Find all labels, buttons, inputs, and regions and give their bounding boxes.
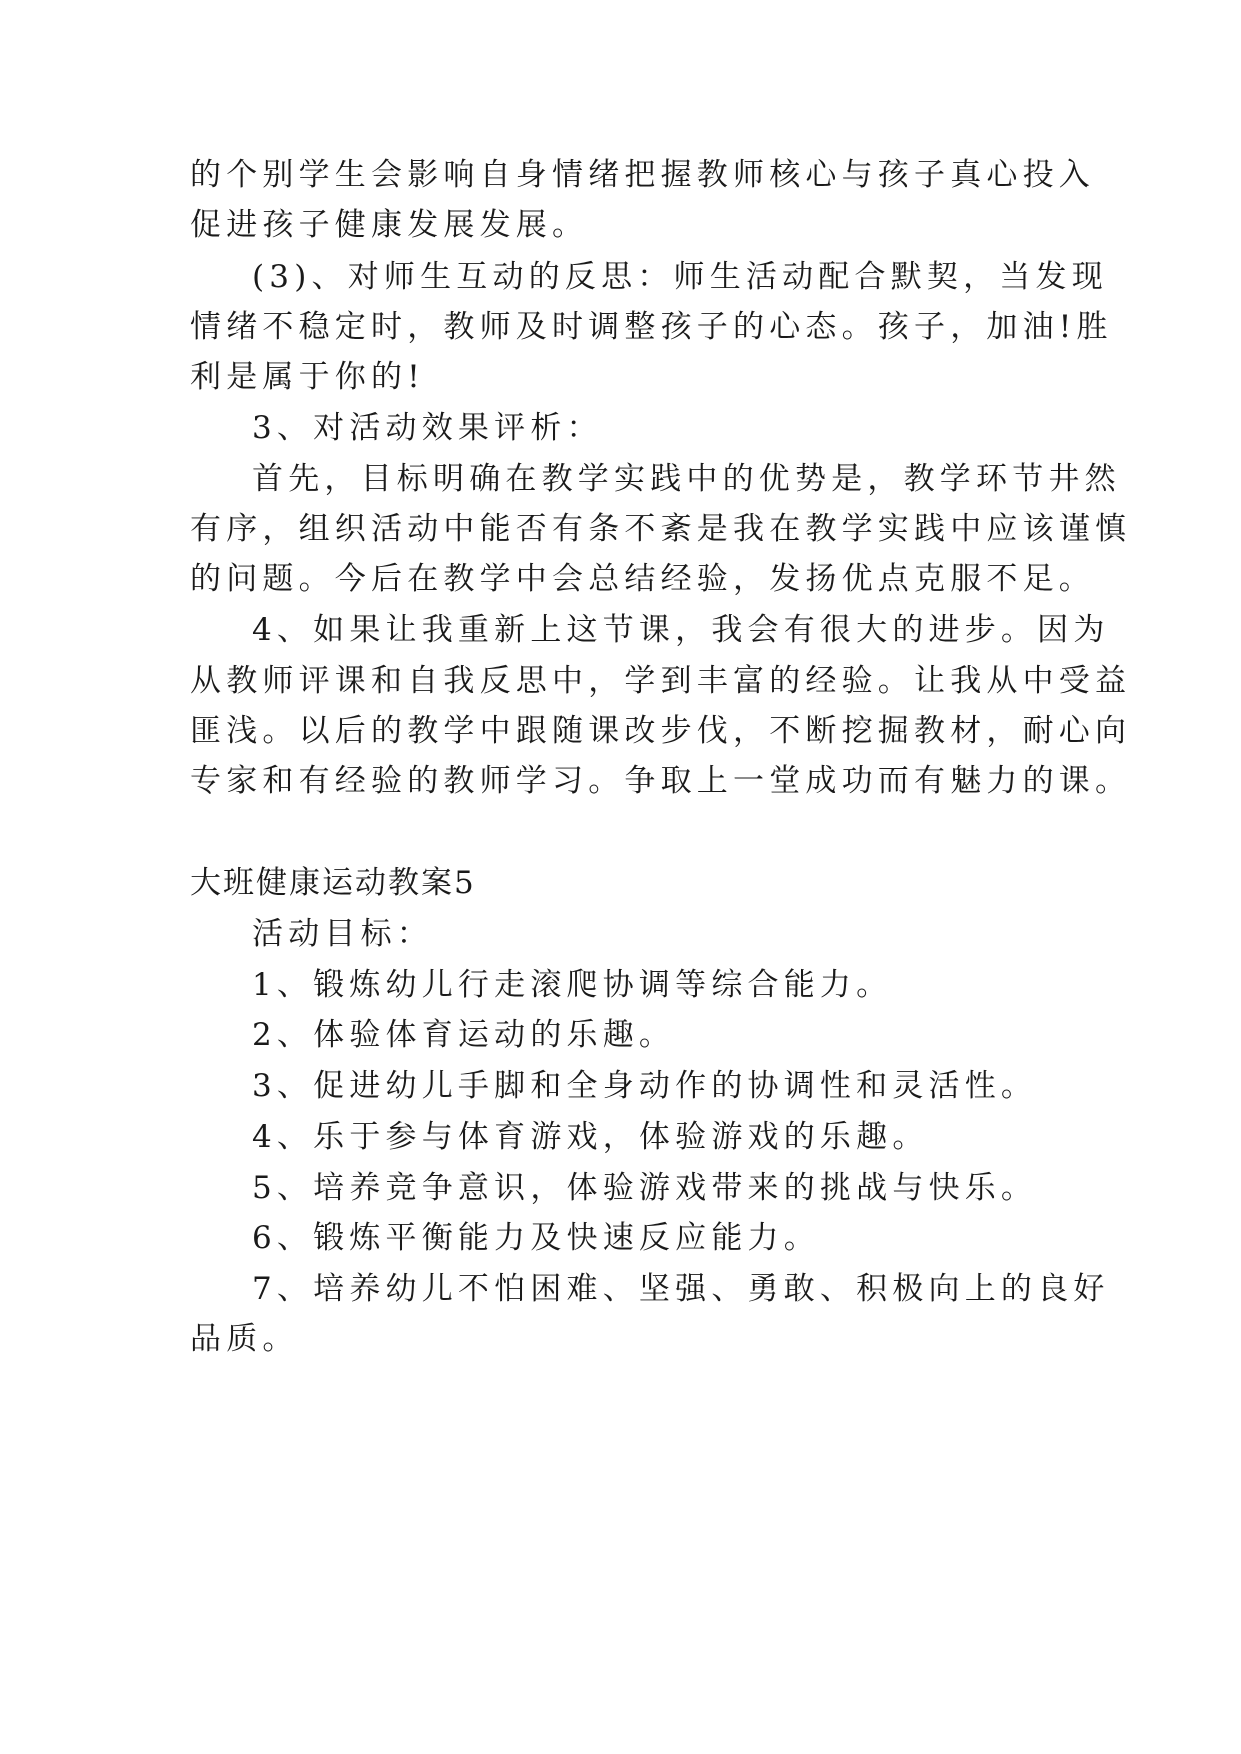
paragraph-line: 有序，组织活动中能否有条不紊是我在教学实践中应该谨慎	[190, 511, 1132, 547]
objective-item: 1、锻炼幼儿行走滚爬协调等综合能力。	[252, 967, 893, 1003]
objective-item: 7、培养幼儿不怕困难、坚强、勇敢、积极向上的良好	[252, 1271, 1110, 1307]
paragraph-line: 情绪不稳定时，教师及时调整孩子的心态。孩子，加油!胜	[190, 309, 1113, 345]
paragraph-line: 3、对活动效果评析：	[252, 410, 603, 446]
paragraph-line: 首先，目标明确在教学实践中的优势是，教学环节井然	[252, 461, 1121, 497]
objective-item: 6、锻炼平衡能力及快速反应能力。	[252, 1220, 820, 1256]
paragraph-line: (3)、对师生互动的反思：师生活动配合默契，当发现	[252, 259, 1108, 295]
objectives-heading: 活动目标：	[252, 916, 433, 952]
paragraph-line: 专家和有经验的教师学习。争取上一堂成功而有魅力的课。	[190, 763, 1132, 799]
paragraph-line: 促进孩子健康发展发展。	[190, 207, 589, 243]
paragraph-line: 利是属于你的!	[190, 359, 425, 395]
paragraph-line: 4、如果让我重新上这节课，我会有很大的进步。因为	[252, 612, 1110, 648]
paragraph-line: 匪浅。以后的教学中跟随课改步伐，不断挖掘教材，耐心向	[190, 713, 1132, 749]
objective-item-continuation: 品质。	[190, 1321, 299, 1357]
section-title: 大班健康运动教案5	[190, 865, 476, 901]
objective-item: 4、乐于参与体育游戏，体验游戏的乐趣。	[252, 1119, 929, 1155]
objective-item: 2、体验体育运动的乐趣。	[252, 1017, 676, 1053]
paragraph-line: 的问题。今后在教学中会总结经验，发扬优点克服不足。	[190, 561, 1095, 597]
paragraph-line: 的个别学生会影响自身情绪把握教师核心与孩子真心投入	[190, 157, 1095, 193]
objective-item: 5、培养竞争意识，体验游戏带来的挑战与快乐。	[252, 1170, 1038, 1206]
objective-item: 3、促进幼儿手脚和全身动作的协调性和灵活性。	[252, 1068, 1038, 1104]
paragraph-line: 从教师评课和自我反思中，学到丰富的经验。让我从中受益	[190, 663, 1132, 699]
